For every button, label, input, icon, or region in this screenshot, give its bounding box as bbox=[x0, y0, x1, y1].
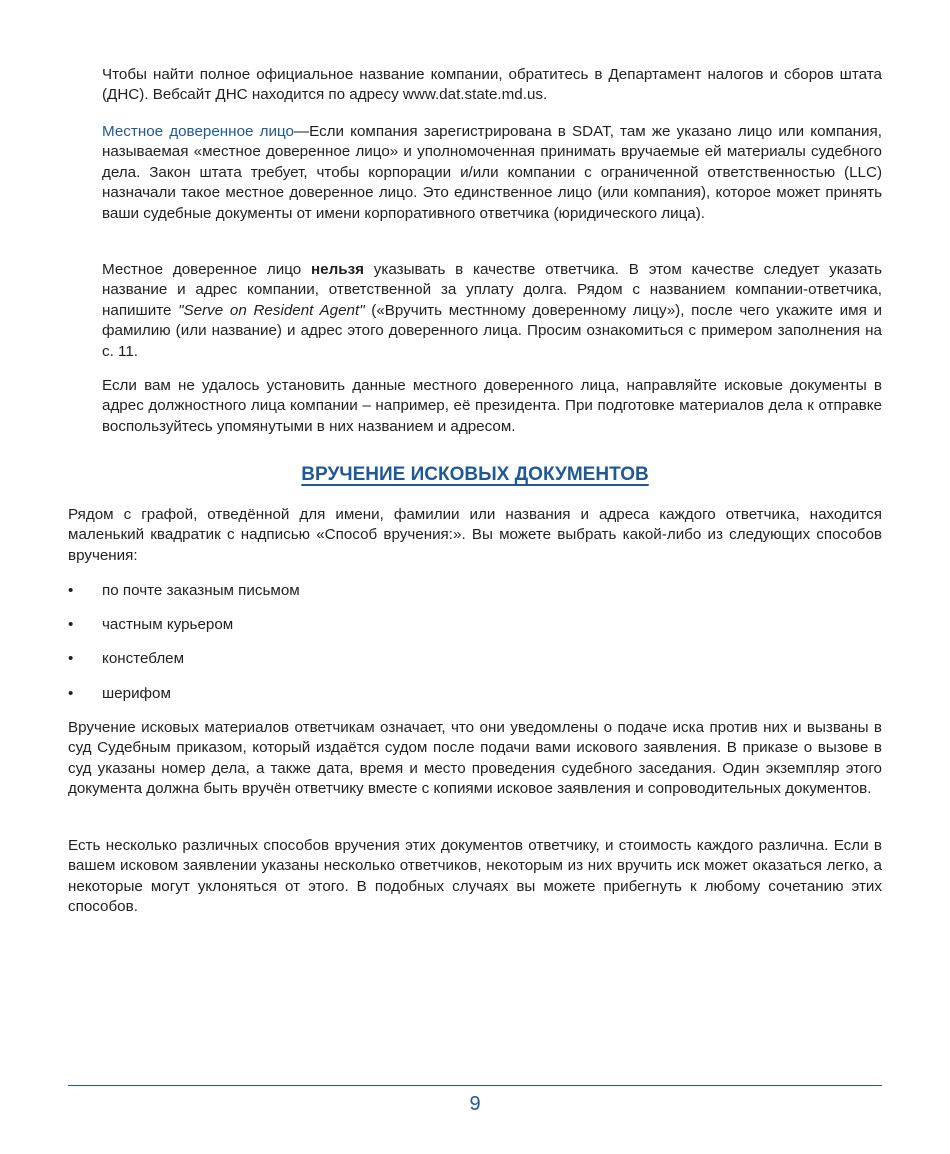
bullet-icon: • bbox=[68, 582, 74, 599]
paragraph-service-meaning: Вручение исковых материалов ответчикам означает, что они уведомлены о подаче иска против них и вызваны в суд Судебным приказом, который издаётся судом после подачи вами искового заявления. В приказе о вызове в суд указаны номер дела, а также дата, время и место проведения судебного заседания. Один экземпляр этого документа должна быть вручён ответчику вместе с копиями исковое заявления и сопроводительных документов. bbox=[68, 719, 882, 798]
page-number: 9 bbox=[469, 1093, 481, 1115]
footer-divider bbox=[68, 1085, 882, 1086]
list-item-text: частным курьером bbox=[102, 616, 234, 633]
section-heading bbox=[68, 463, 882, 487]
list-item-text: шерифом bbox=[102, 685, 171, 702]
text-run: («Вручить местнному доверенному лицу»), после чего укажите имя и фамилию (или название) и адрес этого доверенного лица. Просим ознакомиться с примером заполнения на с. 11. bbox=[102, 301, 882, 360]
emphasis-italic: "Serve on Resident Agent" bbox=[178, 301, 365, 319]
list-item-text: констеблем bbox=[102, 650, 185, 667]
emphasis-bold: нельзя bbox=[310, 261, 364, 278]
section-heading-text: ВРУЧЕНИЕ ИСКОВЫХ ДОКУМЕНТОВ bbox=[301, 464, 649, 485]
paragraph-service-costs: Есть несколько различных способов вручения этих документов ответчику, и стоимость каждого различна. Если в вашем исковом заявлении указаны несколько ответчиков, некоторым из них вручить иск может оказаться легко, а некоторые могут уклоняться от этого. В подобных случаях вы можете прибегнуть к любому сочетанию этих способов. bbox=[68, 837, 882, 916]
paragraph-resident-agent bbox=[102, 122, 882, 224]
paragraph-agent-not-defendant bbox=[102, 260, 882, 362]
paragraph-agent-unknown: Если вам не удалось установить данные местного доверенного лица, направляйте исковые документы в адрес должностного лица компании – например, её президента. При подготовке материалов дела к отправке воспользуйтесь упомянутыми в них названием и адресом. bbox=[102, 377, 882, 435]
bullet-icon: • bbox=[68, 650, 74, 667]
term-resident-agent: Местное доверенное лицо bbox=[102, 123, 294, 140]
paragraph-company-name: Чтобы найти полное официальное название компании, обратитесь в Департамент налогов и сборов штата (ДНС). Вебсайт ДНС находится по адресу www.dat.state.md.us. bbox=[102, 66, 882, 104]
bullet-icon: • bbox=[68, 685, 74, 702]
bullet-icon: • bbox=[68, 616, 74, 633]
paragraph-service-intro: Рядом с графой, отведённой для имени, фамилии или названия и адреса каждого ответчика, находится маленький квадратик с надписью «Способ вручения:». Вы можете выбрать какой-либо из следующих способов вручения: bbox=[68, 506, 882, 564]
text-run: Местное доверенное лицо bbox=[102, 261, 311, 278]
paragraph-resident-agent-text: —Если компания зарегистрирована в SDAT, там же указано лицо или компания, называемая «местное доверенное лицо» и уполномоченная принимать вручаемые ей материалы судебного дела. Закон штата требует, чтобы корпорации и/или компании с ограниченной ответственностью (LLC) назначали такое местное доверенное лицо. Это единственное лицо (или компания), которое может принять ваши судебные документы от имени корпоративного ответчика (юридического лица). bbox=[102, 123, 882, 222]
text-run: указывать в качестве ответчика. В этом качестве следует указать название и адрес компании, ответственной за уплату долга. Рядом с названием компании-ответчика, напишите bbox=[102, 261, 882, 319]
list-item-text: по почте заказным письмом bbox=[102, 582, 300, 599]
